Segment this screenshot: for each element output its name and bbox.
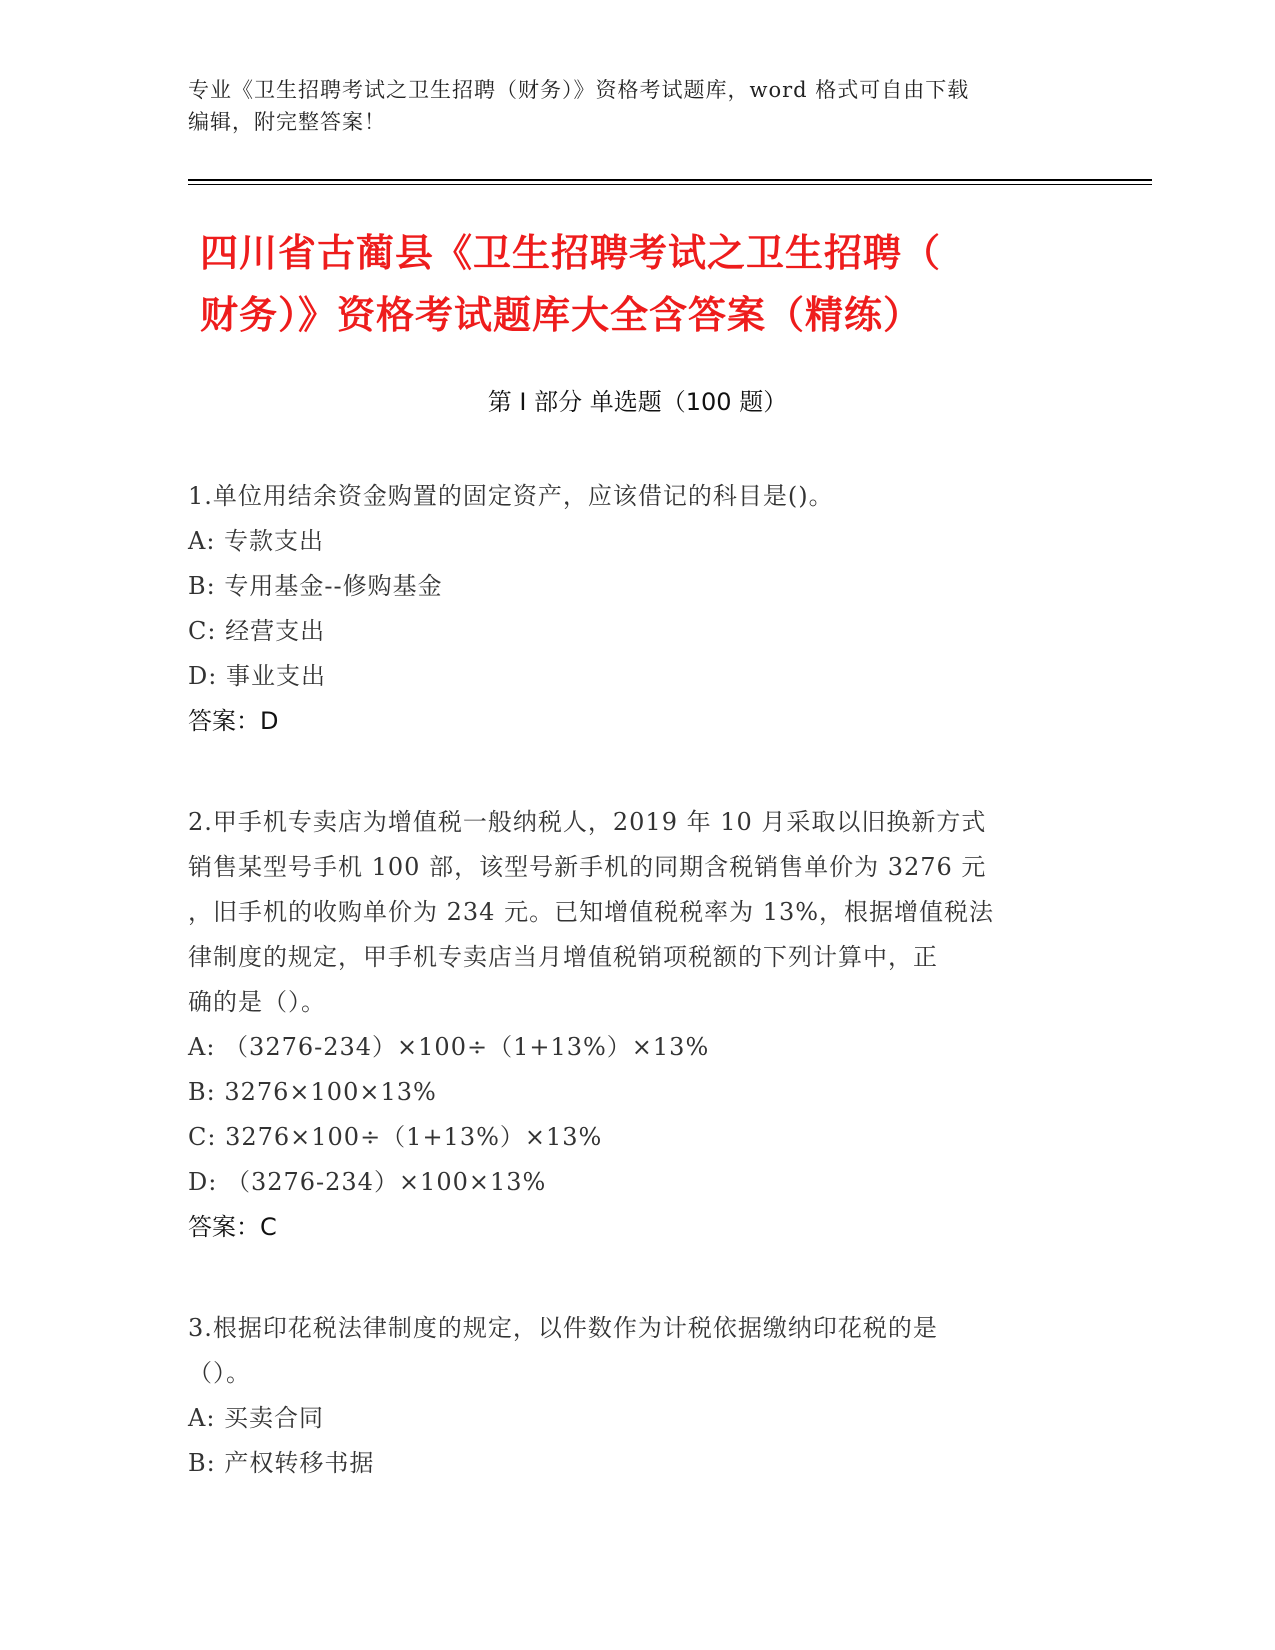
answer-option: D: （3276-234）×100×13%: [188, 1168, 547, 1196]
answer-option: A: （3276-234）×100÷（1+13%）×13%: [188, 1033, 710, 1061]
document-title: [200, 222, 1080, 346]
header-divider-thin: [188, 184, 1152, 185]
answer-option: C: 经营支出: [188, 617, 326, 645]
question-list: [188, 474, 1088, 1542]
question-stem-line: 律制度的规定，甲手机专卖店当月增值税销项税额的下列计算中，正: [188, 943, 938, 971]
answer-option: B: 产权转移书据: [188, 1449, 375, 1477]
header-note: [188, 74, 1068, 138]
question-stem: [188, 474, 1088, 519]
header-divider-thick: [188, 179, 1152, 181]
question-stem-line: 确的是（）。: [188, 988, 326, 1016]
question-stem: [188, 1306, 1088, 1396]
answer-option: B: 专用基金--修购基金: [188, 572, 443, 600]
answer-key: 答案：D: [188, 707, 279, 735]
question-stem-line: 2.甲手机专卖店为增值税一般纳税人，2019 年 10 月采取以旧换新方式: [188, 808, 987, 836]
answer-option: A: 专款支出: [188, 527, 325, 555]
question-item: [188, 474, 1088, 744]
answer-option: B: 3276×100×13%: [188, 1078, 437, 1106]
question-stem-line: 销售某型号手机 100 部，该型号新手机的同期含税销售单价为 3276 元: [188, 853, 987, 881]
section-heading: 第 I 部分 单选题（100 题）: [487, 388, 788, 416]
question-stem-line: 3.根据印花税法律制度的规定，以件数作为计税依据缴纳印花税的是: [188, 1314, 938, 1342]
title-line-1: 四川省古蔺县《卫生招聘考试之卫生招聘（: [200, 231, 942, 275]
answer-option: A: 买卖合同: [188, 1404, 325, 1432]
header-note-line-2: 编辑，附完整答案！: [188, 110, 386, 134]
answer-key: 答案：C: [188, 1213, 277, 1241]
question-stem-line: （）。: [188, 1359, 251, 1387]
answer-option: C: 3276×100÷（1+13%）×13%: [188, 1123, 603, 1151]
question-item: [188, 1306, 1088, 1486]
title-line-2: 财务）》资格考试题库大全含答案（精练）: [200, 293, 923, 337]
question-item: [188, 800, 1088, 1250]
question-stem: [188, 800, 1088, 1025]
question-stem-line: ，旧手机的收购单价为 234 元。已知增值税税率为 13%，根据增值税法: [188, 898, 995, 926]
question-stem-line: 1.单位用结余资金购置的固定资产，应该借记的科目是()。: [188, 482, 834, 510]
header-note-line-1: 专业《卫生招聘考试之卫生招聘（财务）》资格考试题库，word 格式可自由下载: [188, 78, 970, 102]
answer-option: D: 事业支出: [188, 662, 326, 690]
